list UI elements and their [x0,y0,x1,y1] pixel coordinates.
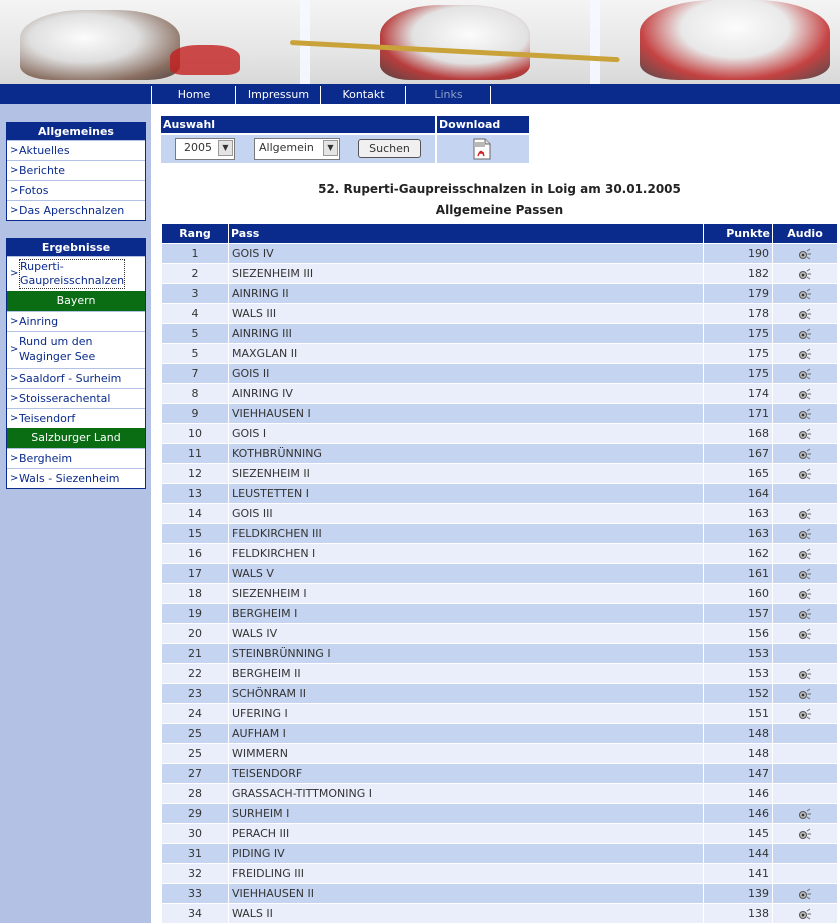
rang-cell: 30 [162,824,229,844]
sidebar-group-bayern: Bayern [7,291,145,311]
pass-cell: AINRING II [229,284,704,304]
pass-cell: WALS III [229,304,704,324]
pass-cell: BERGHEIM I [229,604,704,624]
punkte-cell: 152 [704,684,773,704]
table-row [162,384,838,404]
sidebar-link-aktuelles[interactable]: > Aktuelles [7,140,145,160]
rang-cell: 13 [162,484,229,504]
audio-cell [773,284,838,304]
audio-speaker-icon[interactable] [798,247,812,260]
audio-cell [773,624,838,644]
pass-cell: FELDKIRCHEN III [229,524,704,544]
table-row [162,244,838,264]
pass-cell: VIEHHAUSEN II [229,884,704,904]
rang-cell: 27 [162,764,229,784]
punkte-cell: 182 [704,264,773,284]
sidebar-link-ruperti-gaupreisschnalzen[interactable]: > Ruperti- Gaupreisschnalzen [7,256,145,291]
punkte-cell: 174 [704,384,773,404]
rang-cell: 18 [162,584,229,604]
pdf-download-icon[interactable] [472,138,492,160]
rang-cell: 23 [162,684,229,704]
table-row [162,364,838,384]
punkte-cell: 164 [704,484,773,504]
results-subtitle: Allgemeine Passen [435,203,564,217]
punkte-cell: 175 [704,364,773,384]
header-banner-image [0,0,840,84]
pass-cell: AUFHAM I [229,724,704,744]
table-row [162,664,838,684]
audio-speaker-icon[interactable] [798,567,812,580]
audio-speaker-icon[interactable] [798,307,812,320]
sidebar-group-salzburger-land: Salzburger Land [7,428,145,448]
pass-cell: FREIDLING III [229,864,704,884]
audio-speaker-icon[interactable] [798,667,812,680]
sidebar-box-allgemeines [6,122,146,221]
nav-home-link[interactable]: Home [151,86,236,104]
pass-cell: GOIS I [229,424,704,444]
rang-cell: 9 [162,404,229,424]
left-sidebar [0,104,151,923]
table-row [162,444,838,464]
chevron-right-icon: > [10,316,19,327]
punkte-cell: 148 [704,744,773,764]
audio-cell [773,764,838,784]
table-row [162,724,838,744]
pass-cell: GOIS III [229,504,704,524]
pass-cell: SIEZENHEIM III [229,264,704,284]
punkte-cell: 138 [704,904,773,924]
audio-speaker-icon[interactable] [798,687,812,700]
audio-speaker-icon[interactable] [798,407,812,420]
audio-speaker-icon[interactable] [798,387,812,400]
audio-cell [773,464,838,484]
nav-impressum-link[interactable]: Impressum [235,86,321,104]
punkte-cell: 151 [704,704,773,724]
audio-cell [773,544,838,564]
rang-cell: 15 [162,524,229,544]
rang-cell: 2 [162,264,229,284]
audio-speaker-icon[interactable] [798,347,812,360]
table-row [162,284,838,304]
rang-cell: 4 [162,304,229,324]
rang-cell: 11 [162,444,229,464]
punkte-cell: 145 [704,824,773,844]
pass-cell: SIEZENHEIM I [229,584,704,604]
rang-cell: 25 [162,744,229,764]
table-row [162,464,838,484]
sidebar-link-fotos[interactable]: > Fotos [7,180,145,200]
sidebar-box-ergebnisse [6,238,146,489]
chevron-right-icon: > [10,205,19,216]
pass-cell: MAXGLAN II [229,344,704,364]
table-row [162,584,838,604]
audio-speaker-icon[interactable] [798,527,812,540]
sidebar-link-stoisserachental[interactable]: > Stoisserachental [7,388,145,408]
year-select[interactable]: 2005 ▼ [175,138,235,160]
auswahl-panel [161,135,435,163]
rang-cell: 16 [162,544,229,564]
audio-cell [773,524,838,544]
category-select[interactable]: Allgemein ▼ [254,138,340,160]
audio-speaker-icon[interactable] [798,807,812,820]
table-row [162,684,838,704]
audio-cell [773,604,838,624]
audio-speaker-icon[interactable] [798,367,812,380]
table-row [162,784,838,804]
punkte-cell: 156 [704,624,773,644]
audio-cell [773,704,838,724]
audio-speaker-icon[interactable] [798,327,812,340]
pass-cell: SCHÖNRAM II [229,684,704,704]
punkte-cell: 139 [704,884,773,904]
chevron-right-icon: > [10,268,19,279]
punkte-cell: 141 [704,864,773,884]
audio-cell [773,344,838,364]
table-row [162,544,838,564]
sidebar-link-waginger-see[interactable]: > Rund um den Waginger See [7,331,145,368]
chevron-right-icon: > [10,413,19,424]
rang-cell: 24 [162,704,229,724]
rang-cell: 29 [162,804,229,824]
pass-cell: WIMMERN [229,744,704,764]
audio-speaker-icon[interactable] [798,427,812,440]
chevron-right-icon: > [10,145,19,156]
audio-speaker-icon[interactable] [798,627,812,640]
audio-cell [773,304,838,324]
rang-cell: 7 [162,364,229,384]
pass-cell: AINRING IV [229,384,704,404]
table-row [162,744,838,764]
audio-speaker-icon[interactable] [798,467,812,480]
rang-cell: 32 [162,864,229,884]
rang-cell: 8 [162,384,229,404]
sidebar-heading-allgemeines: Allgemeines [7,123,145,140]
chevron-right-icon: > [10,473,19,484]
pass-cell: STEINBRÜNNING I [229,644,704,664]
sidebar-link-aperschnalzen[interactable]: > Das Aperschnalzen [7,200,145,220]
table-row [162,324,838,344]
pass-cell: GOIS IV [229,244,704,264]
table-row [162,604,838,624]
audio-speaker-icon[interactable] [798,507,812,520]
rang-cell: 5 [162,344,229,364]
rang-cell: 14 [162,504,229,524]
search-button[interactable]: Suchen [358,139,421,158]
audio-cell [773,904,838,924]
table-row [162,564,838,584]
auswahl-heading: Auswahl [161,116,435,133]
audio-cell [773,404,838,424]
punkte-cell: 175 [704,344,773,364]
audio-cell [773,504,838,524]
table-row [162,804,838,824]
pass-cell: WALS IV [229,624,704,644]
audio-cell [773,724,838,744]
rang-cell: 34 [162,904,229,924]
nav-links-link[interactable]: Links [405,86,491,104]
pass-cell: SIEZENHEIM II [229,464,704,484]
chevron-right-icon: > [10,185,19,196]
punkte-cell: 153 [704,644,773,664]
audio-speaker-icon[interactable] [798,707,812,720]
rang-cell: 3 [162,284,229,304]
table-row [162,764,838,784]
column-header-rang: Rang [162,224,229,244]
table-row [162,524,838,544]
punkte-cell: 175 [704,324,773,344]
sidebar-link-wals-siezenheim[interactable]: > Wals - Siezenheim [7,468,145,488]
punkte-cell: 157 [704,604,773,624]
audio-cell [773,564,838,584]
audio-cell [773,584,838,604]
rang-cell: 5 [162,324,229,344]
table-row [162,264,838,284]
rang-cell: 12 [162,464,229,484]
audio-cell [773,884,838,904]
audio-cell [773,784,838,804]
pass-cell: WALS II [229,904,704,924]
punkte-cell: 146 [704,784,773,804]
nav-kontakt-link[interactable]: Kontakt [320,86,406,104]
audio-cell [773,684,838,704]
results-title: 52. Ruperti-Gaupreisschnalzen in Loig am 30.01.2005 [318,182,681,196]
pass-cell: BERGHEIM II [229,664,704,684]
pass-cell: AINRING III [229,324,704,344]
pass-cell: VIEHHAUSEN I [229,404,704,424]
audio-speaker-icon[interactable] [798,607,812,620]
punkte-cell: 162 [704,544,773,564]
table-row [162,304,838,324]
pass-cell: GRASSACH-TITTMONING I [229,784,704,804]
rang-cell: 31 [162,844,229,864]
chevron-down-icon: ▼ [218,140,233,156]
rang-cell: 33 [162,884,229,904]
chevron-right-icon: > [10,344,19,355]
sidebar-link-berichte[interactable]: > Berichte [7,160,145,180]
sidebar-link-saaldorf-surheim[interactable]: > Saaldorf - Surheim [7,368,145,388]
punkte-cell: 160 [704,584,773,604]
rang-cell: 20 [162,624,229,644]
audio-speaker-icon[interactable] [798,267,812,280]
punkte-cell: 147 [704,764,773,784]
table-row [162,624,838,644]
audio-cell [773,644,838,664]
punkte-cell: 178 [704,304,773,324]
audio-speaker-icon[interactable] [798,287,812,300]
rang-cell: 10 [162,424,229,444]
table-row [162,864,838,884]
column-header-pass: Pass [229,224,704,244]
audio-cell [773,424,838,444]
table-row [162,504,838,524]
table-row [162,844,838,864]
column-header-punkte: Punkte [704,224,773,244]
column-header-audio: Audio [773,224,838,244]
table-row [162,824,838,844]
pass-cell: GOIS II [229,364,704,384]
chevron-right-icon: > [10,453,19,464]
audio-cell [773,824,838,844]
punkte-cell: 146 [704,804,773,824]
download-heading: Download [437,116,529,133]
audio-cell [773,844,838,864]
nav-divider [490,86,491,104]
rang-cell: 22 [162,664,229,684]
table-row [162,704,838,724]
audio-cell [773,444,838,464]
audio-cell [773,384,838,404]
pass-cell: LEUSTETTEN I [229,484,704,504]
audio-speaker-icon[interactable] [798,907,812,920]
audio-speaker-icon[interactable] [798,827,812,840]
rang-cell: 25 [162,724,229,744]
chevron-right-icon: > [10,165,19,176]
results-body [162,244,838,924]
sidebar-heading-ergebnisse: Ergebnisse [7,239,145,256]
chevron-right-icon: > [10,373,19,384]
pass-cell: UFERING I [229,704,704,724]
audio-speaker-icon[interactable] [798,887,812,900]
results-table [161,223,838,924]
punkte-cell: 171 [704,404,773,424]
pass-cell: PIDING IV [229,844,704,864]
audio-cell [773,364,838,384]
rang-cell: 21 [162,644,229,664]
sidebar-link-teisendorf[interactable]: > Teisendorf [7,408,145,428]
rang-cell: 17 [162,564,229,584]
audio-cell [773,324,838,344]
table-row [162,344,838,364]
punkte-cell: 165 [704,464,773,484]
audio-cell [773,244,838,264]
sidebar-link-ainring[interactable]: > Ainring [7,311,145,331]
rang-cell: 28 [162,784,229,804]
table-row [162,404,838,424]
punkte-cell: 144 [704,844,773,864]
audio-speaker-icon[interactable] [798,547,812,560]
rang-cell: 1 [162,244,229,264]
punkte-cell: 168 [704,424,773,444]
punkte-cell: 148 [704,724,773,744]
rang-cell: 19 [162,604,229,624]
chevron-right-icon: > [10,393,19,404]
punkte-cell: 163 [704,504,773,524]
pass-cell: TEISENDORF [229,764,704,784]
table-row [162,424,838,444]
results-header-row [162,224,838,244]
top-navigation-bar [0,84,840,104]
pass-cell: SURHEIM I [229,804,704,824]
audio-cell [773,804,838,824]
punkte-cell: 163 [704,524,773,544]
table-row [162,484,838,504]
table-row [162,884,838,904]
punkte-cell: 190 [704,244,773,264]
table-row [162,644,838,664]
audio-cell [773,744,838,764]
punkte-cell: 179 [704,284,773,304]
sidebar-link-bergheim[interactable]: > Bergheim [7,448,145,468]
audio-cell [773,264,838,284]
audio-cell [773,664,838,684]
table-row [162,904,838,924]
punkte-cell: 167 [704,444,773,464]
audio-cell [773,484,838,504]
pass-cell: PERACH III [229,824,704,844]
pass-cell: FELDKIRCHEN I [229,544,704,564]
pass-cell: KOTHBRÜNNING [229,444,704,464]
audio-speaker-icon[interactable] [798,587,812,600]
download-panel [437,135,529,163]
punkte-cell: 153 [704,664,773,684]
punkte-cell: 161 [704,564,773,584]
pass-cell: WALS V [229,564,704,584]
audio-cell [773,864,838,884]
audio-speaker-icon[interactable] [798,447,812,460]
chevron-down-icon: ▼ [323,140,338,156]
